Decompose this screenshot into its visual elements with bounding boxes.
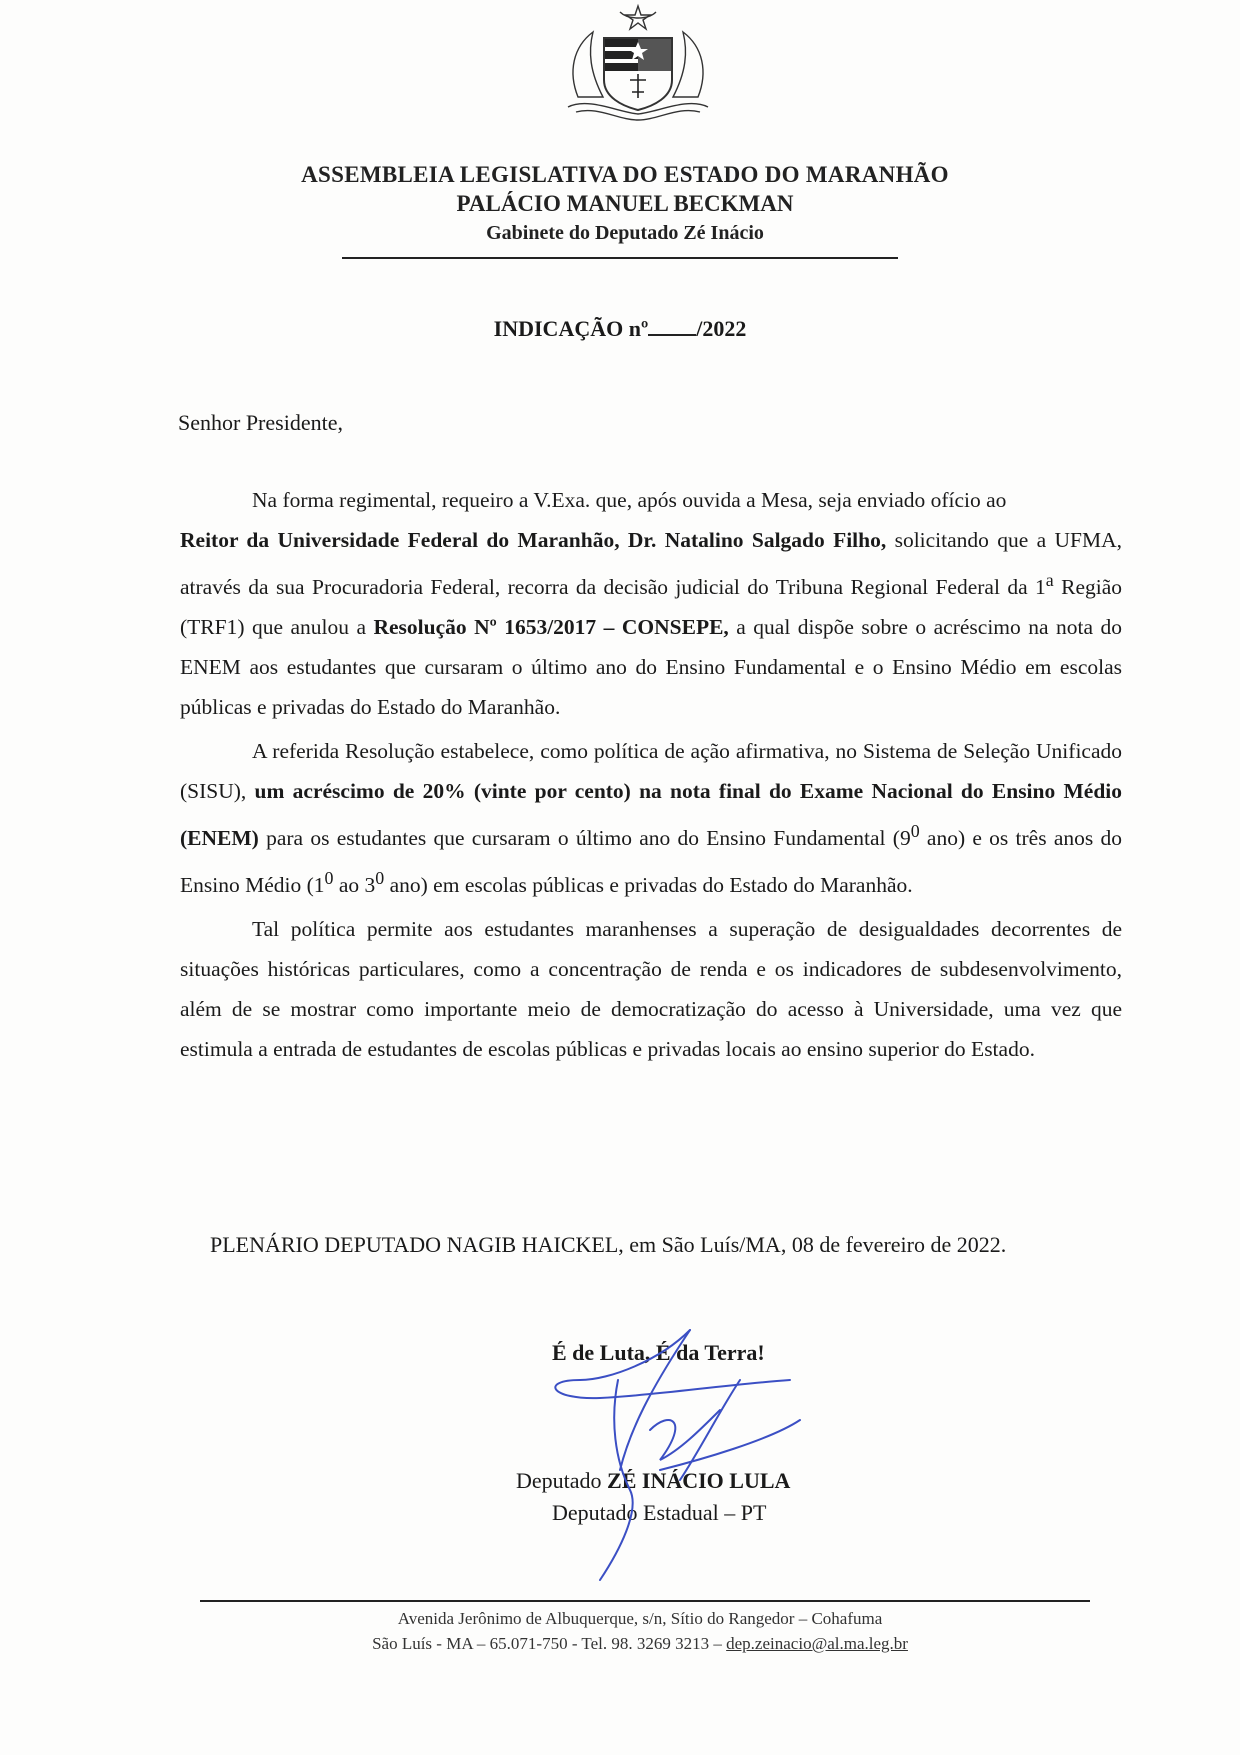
number-blank bbox=[648, 316, 696, 336]
closing-line: PLENÁRIO DEPUTADO NAGIB HAICKEL, em São Luís/MA, 08 de fevereiro de 2022. bbox=[210, 1232, 1007, 1257]
footer bbox=[250, 1606, 1030, 1656]
institution-name: ASSEMBLEIA LEGISLATIVA DO ESTADO DO MARANHÃO bbox=[301, 162, 949, 187]
letterhead bbox=[250, 160, 1000, 248]
footer-divider bbox=[200, 1600, 1090, 1602]
title-prefix: INDICAÇÃO nº bbox=[493, 316, 649, 341]
motto: É de Luta, É da Terra! bbox=[552, 1340, 765, 1365]
footer-contact: São Luís - MA – 65.071-750 - Tel. 98. 3269 3213 – dep.zeinacio@al.ma.leg.br bbox=[372, 1634, 908, 1653]
title-year: /2022 bbox=[696, 316, 747, 341]
signer-name: Deputado ZÉ INÁCIO LULA bbox=[516, 1468, 791, 1493]
signer-role: Deputado Estadual – PT bbox=[552, 1500, 767, 1525]
document-body bbox=[180, 480, 1122, 1069]
paragraph-1: Na forma regimental, requeiro a V.Exa. que, após ouvida a Mesa, seja enviado ofício ao Reitor da Universidade Federal do Maranhão, Dr. Natalino Salgado Filho, solicitando que a UFMA, através da sua Procuradoria Federal, recorra da decisão judicial do Tribuna Regional Federal da 1$^a$ Região (TRF1) que anulou a Resolução Nº 1653/2017 – CONSEPE, a qual dispõe sobre o acréscimo na nota do ENEM aos estudantes que cursaram o último ano do Ensino Fundamental e o Ensino Médio em escolas públicas e privadas do Estado do Maranhão. bbox=[180, 488, 1123, 720]
paragraph-2: A referida Resolução estabelece, como política de ação afirmativa, no Sistema de Seleção Unificado (SISU), um acréscimo de 20% (vinte por cento) na nota final do Exame Nacional do Ensino Médio (ENEM) para os estudantes que cursaram o último ano do Ensino Fundamental ($9^0$ ano) e os três anos do Ensino Médio ($1^0$ ao $3^0$ ano) em escolas públicas e privadas do Estado do Maranhão. bbox=[180, 739, 1123, 898]
paragraph-3: Tal política permite aos estudantes maranhenses a superação de desigualdades decorrentes de situações históricas particulares, como a concentração de renda e os indicadores de subdesenvolvimento, além de se mostrar como importante meio de democratização do acesso à Universidade, uma vez que estimula a entrada de estudantes de escolas públicas e privadas locais ao ensino superior do Estado. bbox=[180, 917, 1122, 1062]
coat-of-arms-icon bbox=[558, 2, 718, 124]
document-title bbox=[300, 316, 940, 342]
header-divider bbox=[342, 257, 898, 259]
footer-email-link[interactable]: dep.zeinacio@al.ma.leg.br bbox=[726, 1634, 908, 1653]
salutation: Senhor Presidente, bbox=[178, 410, 343, 435]
handwritten-signature-icon bbox=[540, 1320, 840, 1590]
palace-name: PALÁCIO MANUEL BECKMAN bbox=[456, 191, 794, 216]
office-name: Gabinete do Deputado Zé Inácio bbox=[486, 222, 764, 244]
footer-address: Avenida Jerônimo de Albuquerque, s/n, Sítio do Rangedor – Cohafuma bbox=[397, 1609, 883, 1628]
